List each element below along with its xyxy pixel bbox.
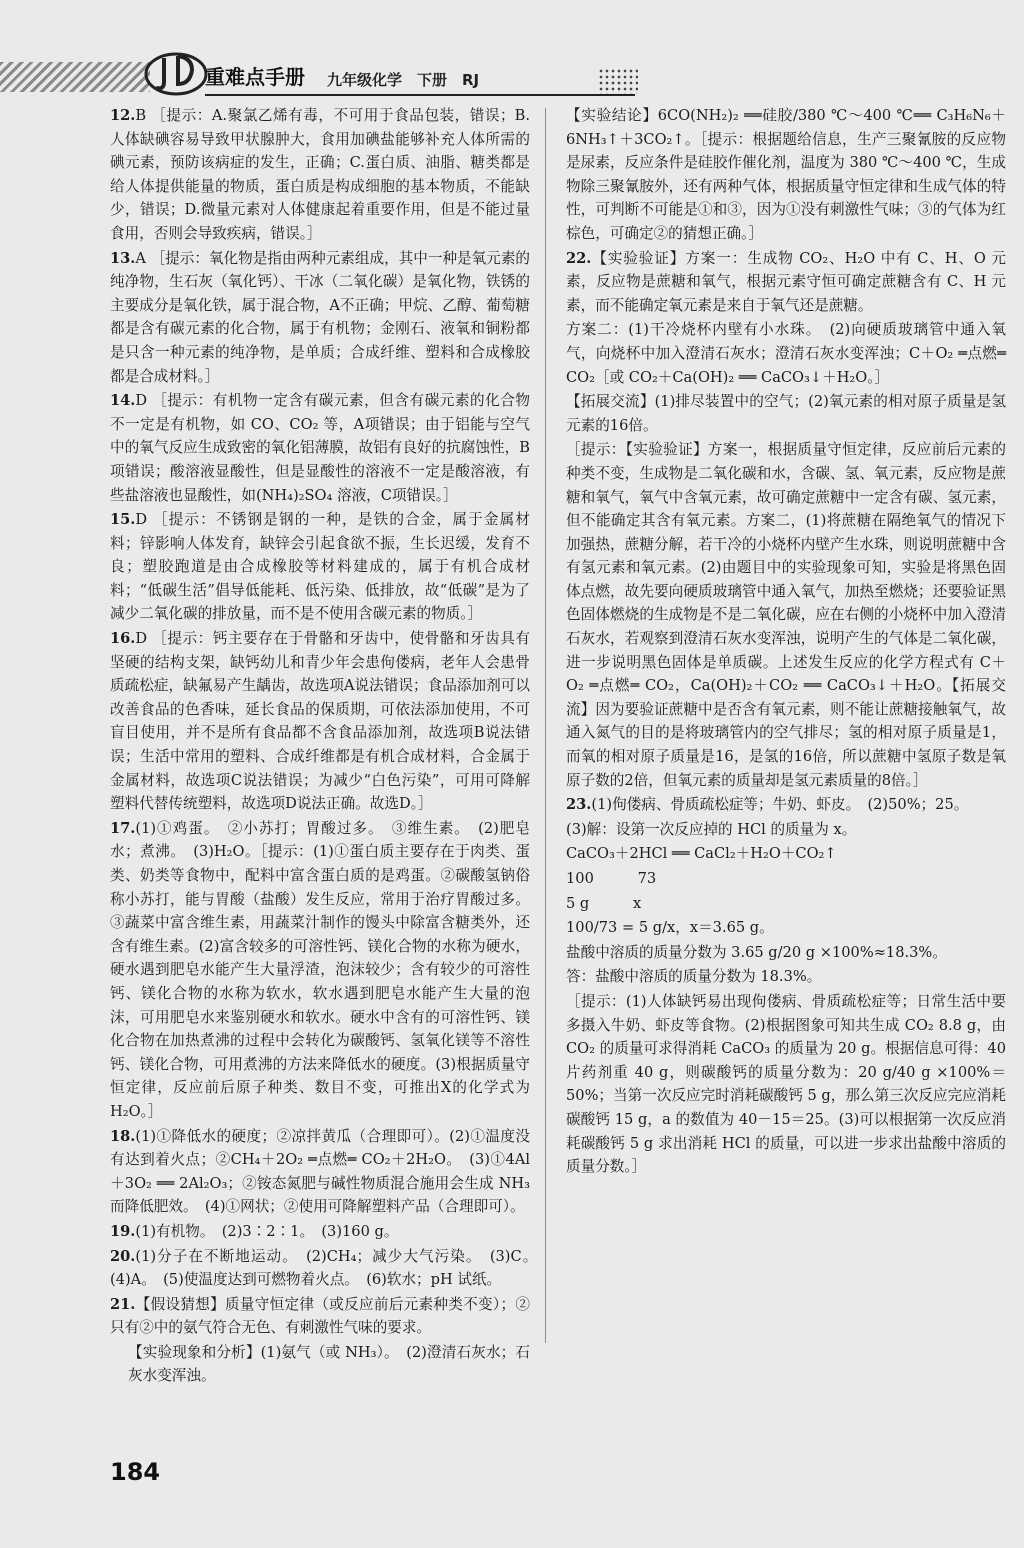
answer-item-23-answer [566, 965, 1006, 989]
answer-item-19 [110, 1220, 530, 1244]
answer-item-23-fraction [566, 941, 1006, 965]
answer-item-23-ratio-1 [566, 867, 1006, 891]
item-number: 21. [110, 1295, 136, 1313]
item-number: 13. [110, 249, 136, 267]
answer-item-22-extension [566, 390, 1006, 437]
item-number: 15. [110, 511, 136, 529]
item-text: D ［提示：钙主要存在于骨骼和牙齿中，使骨骼和牙齿具有坚硬的结构支架，缺钙幼儿和青少年会患佝偻病，老年人会患骨质疏松症，缺氟易产生龋齿，故选项A说法错误；食品添加剂可以改善食品的色香味，延长食品的保质期，可依法添加使用，不可盲目使用，并不是所有食品都不含食品添加剂，故选项B说法错误；生活中常用的塑料、合成纤维都是有机合成材料，合金属于金属材料，故选项C说法错误；为减少“白色污染”，可用可降解塑料代替传统塑料，故选项D说法正确。故选D。］ [110, 630, 530, 813]
item-number: 16. [110, 630, 136, 648]
item-number: 17. [110, 819, 136, 837]
answer-item-17 [110, 817, 530, 1124]
answer-item-20 [110, 1245, 545, 1292]
answer-item-21-analysis [110, 1341, 530, 1388]
header-rule [205, 94, 635, 96]
answer-item-22-plan2 [566, 318, 1006, 389]
page-header [0, 40, 1024, 100]
answer-item-12 [110, 104, 530, 246]
answer-item-23-proportion [566, 916, 1006, 940]
item-number: 20. [110, 1247, 136, 1265]
item-text: D ［提示：有机物一定含有碳元素，但含有碳元素的化合物不一定是有机物，如 CO、CO₂ 等，A项错误；由于铝能与空气中的氧气反应生成致密的氧化铝薄膜，故铝有良好的抗腐蚀性，B项错误；酸溶液显酸性，但是显酸性的溶液不一定是酸溶液，有些盐溶液也显酸性，如(NH₄)₂SO₄ 溶液，C项错误。］ [110, 392, 530, 504]
answer-item-23-ratio-2 [566, 892, 1006, 916]
answer-item-21-conclusion [566, 104, 1006, 246]
item-text: 【实验结论】6CO(NH₂)₂ ══硅胶/380 ℃～400 ℃══ C₃H₆N₆＋6NH₃↑＋3CO₂↑。［提示：根据题给信息，生产三聚氰胺的反应物是尿素，反应条件是硅胶作催化剂，温度为 380 ℃～400 ℃，生成物除三聚氰胺外，还有两种气体，根据质量守恒定律和生成气体的特性，可判断不可能是①和③，因为①没有刺激性气味；③的气体为红棕色，可确定②的猜想正确。］ [566, 107, 1006, 242]
left-answer-column [110, 104, 545, 1389]
item-text: 【拓展交流】(1)排尽装置中的空气；(2)氧元素的相对原子质量是氢元素的16倍。 [566, 393, 1006, 434]
item-text: 100 73 [566, 870, 657, 887]
item-text: 盐酸中溶质的质量分数为 3.65 g/20 g ×100%≈18.3%。 [566, 943, 947, 961]
answer-item-23-hint [566, 990, 1006, 1179]
item-text: 100/73 = 5 g/x，x＝3.65 g。 [566, 919, 774, 937]
column-divider [545, 108, 546, 1343]
item-text: 5 g x [566, 894, 642, 912]
page-number: 184 [110, 1458, 161, 1486]
item-text: 【实验现象和分析】(1)氨气（或 NH₃）。 (2)澄清石灰水；石灰水变浑浊。 [128, 1343, 530, 1385]
answer-item-13 [110, 247, 530, 389]
item-text: CaCO₃＋2HCl ══ CaCl₂＋H₂O＋CO₂↑ [566, 845, 837, 863]
jd-logo-icon [140, 46, 212, 98]
item-text: (1)①降低水的硬度；②凉拌黄瓜（合理即可）。(2)①温度没有达到着火点；②CH₄＋2O₂ ═点燃═ CO₂＋2H₂O。 (3)①4Al＋3O₂ ══ 2Al₂O₃；②铵态氮肥与碱性物质混合施用会生成 NH₃ 而降低肥效。 (4)①网状；②使用可降解塑料产品（合理即可）。 [110, 1127, 530, 1216]
item-number: 22. [566, 249, 592, 267]
answer-item-18 [110, 1125, 530, 1219]
answer-item-23 [566, 793, 1006, 817]
item-number: 19. [110, 1222, 136, 1240]
header-title-bar [205, 54, 635, 90]
item-text: (1)分子在不断地运动。 (2)CH₄；减少大气污染。 (3)C。 (4)A。 (5)使温度达到可燃物着火点。 (6)软水；pH 试纸。 [110, 1247, 545, 1289]
item-number: 14. [110, 392, 136, 410]
right-answer-column [566, 104, 1006, 1180]
item-text: (1)佝偻病、骨质疏松症等；牛奶、虾皮。 (2)50%；25。 [591, 796, 969, 814]
item-text: 方案二：(1)干冷烧杯内壁有小水珠。 (2)向硬质玻璃管中通入氧气，向烧杯中加入澄清石灰水；澄清石灰水变浑浊；C＋O₂ ═点燃═ CO₂［或 CO₂＋Ca(OH)₂ ══ CaCO₃↓＋H₂O。］ [566, 321, 1006, 386]
item-text: ［提示：(1)人体缺钙易出现佝偻病、骨质疏松症等；日常生活中要多摄入牛奶、虾皮等食物。(2)根据图象可知共生成 CO₂ 8.8 g，由 CO₂ 的质量可求得消耗 CaCO₃ 的质量为 20 g。根据信息可得：40片药剂重 40 g，则碳酸钙的质量分数为：20 g/40 g ×100%＝50%；当第一次反应完时消耗碳酸钙 5 g，那么第三次反应完应消耗碳酸钙 15 g，a 的数值为 40－15＝25。(3)可以根据第一次反应消耗碳酸钙 5 g 求出消耗 HCl 的质量，可以进一步求出盐酸中溶质的质量分数。］ [566, 992, 1006, 1176]
answer-item-22 [566, 247, 1006, 318]
header-dots-decoration [598, 68, 638, 94]
answer-item-15 [110, 508, 530, 626]
item-number: 23. [566, 796, 592, 814]
item-text: ［提示：【实验验证】方案一，根据质量守恒定律，反应前后元素的种类不变，生成物是二氧化碳和水，含碳、氢、氧元素，反应物是蔗糖和氧气，氧气中含氧元素，故可确定蔗糖中一定含有碳、氢元素，但不能确定其含有氧元素。方案二，(1)将蔗糖在隔绝氧气的情况下加强热，蔗糖分解，若干冷的小烧杯内壁产生水珠，则说明蔗糖中含有氢元素和氧元素。(2)由题目中的实验现象可知，实验是将黑色固体点燃，故先要向硬质玻璃管中通入氧气，加热至燃烧；还要验证黑色固体燃烧的生成物是不是二氧化碳，应在右侧的小烧杯中加入澄清石灰水，若观察到澄清石灰水变浑浊，说明产生的气体是二氧化碳，进一步说明黑色固体是单质碳。上述发生反应的化学方程式有 C＋O₂ ═点燃═ CO₂，Ca(OH)₂＋CO₂ ══ CaCO₃↓＋H₂O。【拓展交流】因为要验证蔗糖中是否含有氧元素，则不能让蔗糖接触氧气，故通入氮气的目的是将玻璃管内的空气排尽；氢的相对原子质量是1，而氧的相对原子质量是16，是氢的16倍，所以蔗糖中氢原子数是氧原子数的2倍，但氧元素的质量却是氢元素质量的8倍。］ [566, 441, 1006, 789]
answer-item-14 [110, 389, 530, 507]
answer-item-22-hint [566, 438, 1006, 792]
item-text: 答：盐酸中溶质的质量分数为 18.3%。 [566, 968, 822, 986]
item-text: (3)解：设第一次反应掉的 HCl 的质量为 x。 [566, 820, 857, 838]
item-number: 12. [110, 107, 136, 124]
item-number: 18. [110, 1127, 136, 1145]
item-text: B ［提示：A.聚氯乙烯有毒，不可用于食品包装，错误；B.人体缺碘容易导致甲状腺肿大，食用加碘盐能够补充人体所需的碘元素，预防该病症的发生，正确；C.蛋白质、油脂、糖类都是给人体提供能量的物质，蛋白质是构成细胞的基本物质，不能缺少，错误；D.微量元素对人体健康起着重要作用，但是不能过量食用，否则会导致疾病，错误。］ [110, 107, 530, 242]
item-text: 【实验验证】方案一：生成物 CO₂、H₂O 中有 C、H、O 元素，反应物是蔗糖和氧气，根据元素守恒可确定蔗糖含有 C、H 元素，而不能确定氧元素是来自于氧气还是蔗糖。 [566, 249, 1006, 314]
answer-item-21 [110, 1293, 530, 1340]
item-text: A ［提示：氧化物是指由两种元素组成，其中一种是氧元素的纯净物，生石灰（氧化钙）、干冰（二氧化碳）是氧化物，铁锈的主要成分是氧化铁，属于混合物，A不正确；甲烷、乙醇、葡萄糖都是含有碳元素的化合物，属于有机物；金刚石、液氧和铜粉都是只含一种元素的纯净物，是单质；合成纤维、塑料和合成橡胶都是合成材料。］ [110, 249, 531, 385]
book-subtitle: 九年级化学 下册 RJ [327, 71, 480, 89]
book-title: 重难点手册 [205, 65, 305, 89]
header-hatch-decoration [0, 62, 150, 92]
item-text: (1)①鸡蛋。 ②小苏打；胃酸过多。 ③维生素。 (2)肥皂水；煮沸。 (3)H₂O。［提示：(1)①蛋白质主要存在于肉类、蛋类、奶类等食物中，配料中富含蛋白质的是鸡蛋。②碳酸氢钠俗称小苏打，能与胃酸（盐酸）发生反应，常用于治疗胃酸过多。③蔬菜中富含维生素，用蔬菜汁制作的馒头中除富含糖类外，还含有维生素。(2)富含较多的可溶性钙、镁化合物的水称为硬水，硬水遇到肥皂水能产生大量浮渣，泡沫较少；含有较少的可溶性钙、镁化合物的水称为软水，软水遇到肥皂水能产生大量的泡沫，可用肥皂水来鉴别硬水和软水。硬水中含有的可溶性钙、镁化合物在加热煮沸的过程中会转化为碳酸钙、氢氧化镁等不溶性钙、镁化合物，可用煮沸的方法来降低水的硬度。(3)根据质量守恒定律，反应前后原子种类、数目不变，可推出X的化学式为 H₂O。］ [110, 819, 530, 1120]
answer-item-16 [110, 627, 530, 816]
answer-item-23-equation [566, 842, 1006, 866]
item-text: 【假设猜想】质量守恒定律（或反应前后元素种类不变）；②只有②中的氨气符合无色、有刺激性气味的要求。 [110, 1295, 530, 1337]
answer-item-23-solution [566, 818, 1006, 842]
item-text: D ［提示：不锈钢是钢的一种，是铁的合金，属于金属材料；锌影响人体发育，缺锌会引起食欲不振，生长迟缓，发育不良；塑胶跑道是由合成橡胶等材料建成的，属于有机合成材料；“低碳生活”倡导低能耗、低污染、低排放，故“低碳”是为了减少二氧化碳的排放量，而不是不使用含碳元素的物质。］ [110, 511, 530, 623]
item-text: (1)有机物。 (2)3∶2∶1。 (3)160 g。 [135, 1222, 399, 1240]
